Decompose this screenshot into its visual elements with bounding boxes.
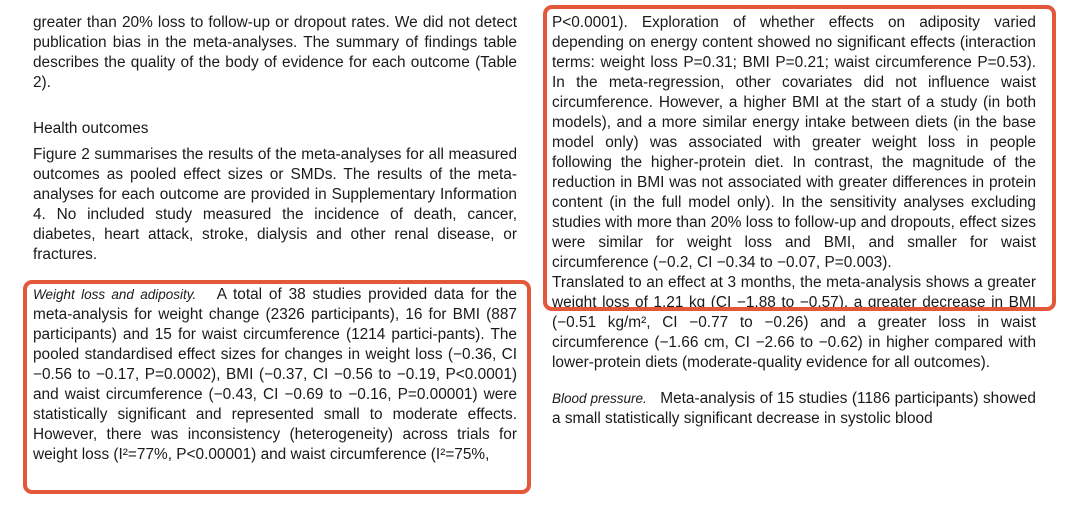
paragraph-blood-pressure — [552, 389, 1036, 429]
blood-pressure-text: Meta-analysis of 15 studies (1186 participants) showed a small statistically significant decrease in systolic blood — [552, 390, 1036, 427]
paragraph-translated-effect: Translated to an effect at 3 months, the meta-analysis shows a greater weight loss of 1.21 kg (CI −1.88 to −0.57), a greater decrease in BMI (−0.51 kg/m², CI −0.77 to −0.26) and a greater loss in waist circumference (−1.66 cm, CI −2.66 to −0.62) in higher compared with lower-protein diets (moderate-quality evidence for all outcomes). — [552, 274, 1036, 371]
run-in-heading-blood-pressure: Blood pressure. — [552, 391, 647, 406]
weight-loss-text: A total of 38 studies provided data for the meta-analysis for weight change (2326 participants), 16 for BMI (887 participants) and 15 for waist circumference (1214 partici-pants). The pooled standardised effect sizes for changes in weight loss (−0.36, CI −0.56 to −0.17, P=0.0002), BMI (−0.37, CI −0.56 to −0.19, P<0.0001) and waist circumference (−0.43, CI −0.69 to −0.16, P=0.00001) were statistically significant and represented small to moderate effects. However, there was inconsistency (heterogeneity) across trials for weight loss (I²=77%, P<0.00001) and waist circumference (I²=75%, — [33, 286, 517, 463]
paragraph-adiposity-exploration: P<0.0001). Exploration of whether effects on adiposity varied depending on energy content showed no significant effects (interaction terms: weight loss P=0.31; BMI P=0.21; waist circumference P=0.53). In the meta-regression, other covariates did not influence waist circumference. However, a higher BMI at the start of a study (in both models), and a more similar energy intake between diets (in the base model only) was associated with greater weight loss in people following the higher-protein diet. In contrast, the magnitude of the reduction in BMI was not associated with greater differences in protein content (in the full model only). In the sensitivity analyses excluding studies with more than 20% loss to follow-up and dropouts, effect sizes were similar for weight loss and BMI, and smaller for waist circumference (−0.2, CI −0.34 to −0.07, P=0.003). — [552, 14, 1036, 271]
left-column — [33, 13, 517, 465]
paragraph-meta-analyses-summary: Figure 2 summarises the results of the meta-analyses for all measured outcomes as pooled effect sizes or SMDs. The results of the meta-analyses for each outcome are provided in Supplementary Information 4. No included study measured the incidence of death, cancer, diabetes, heart attack, stroke, dialysis and other renal disease, or fractures. — [33, 146, 517, 263]
paragraph-publication-bias: greater than 20% loss to follow-up or dropout rates. We did not detect publication bias in the meta-analyses. The summary of findings table describes the quality of the body of evidence for each outcome (Table 2). — [33, 14, 517, 91]
right-column — [552, 13, 1036, 429]
run-in-heading-weight-loss: Weight loss and adiposity. — [33, 287, 197, 302]
paragraph-weight-loss — [33, 285, 517, 465]
heading-health-outcomes: Health outcomes — [33, 120, 149, 137]
